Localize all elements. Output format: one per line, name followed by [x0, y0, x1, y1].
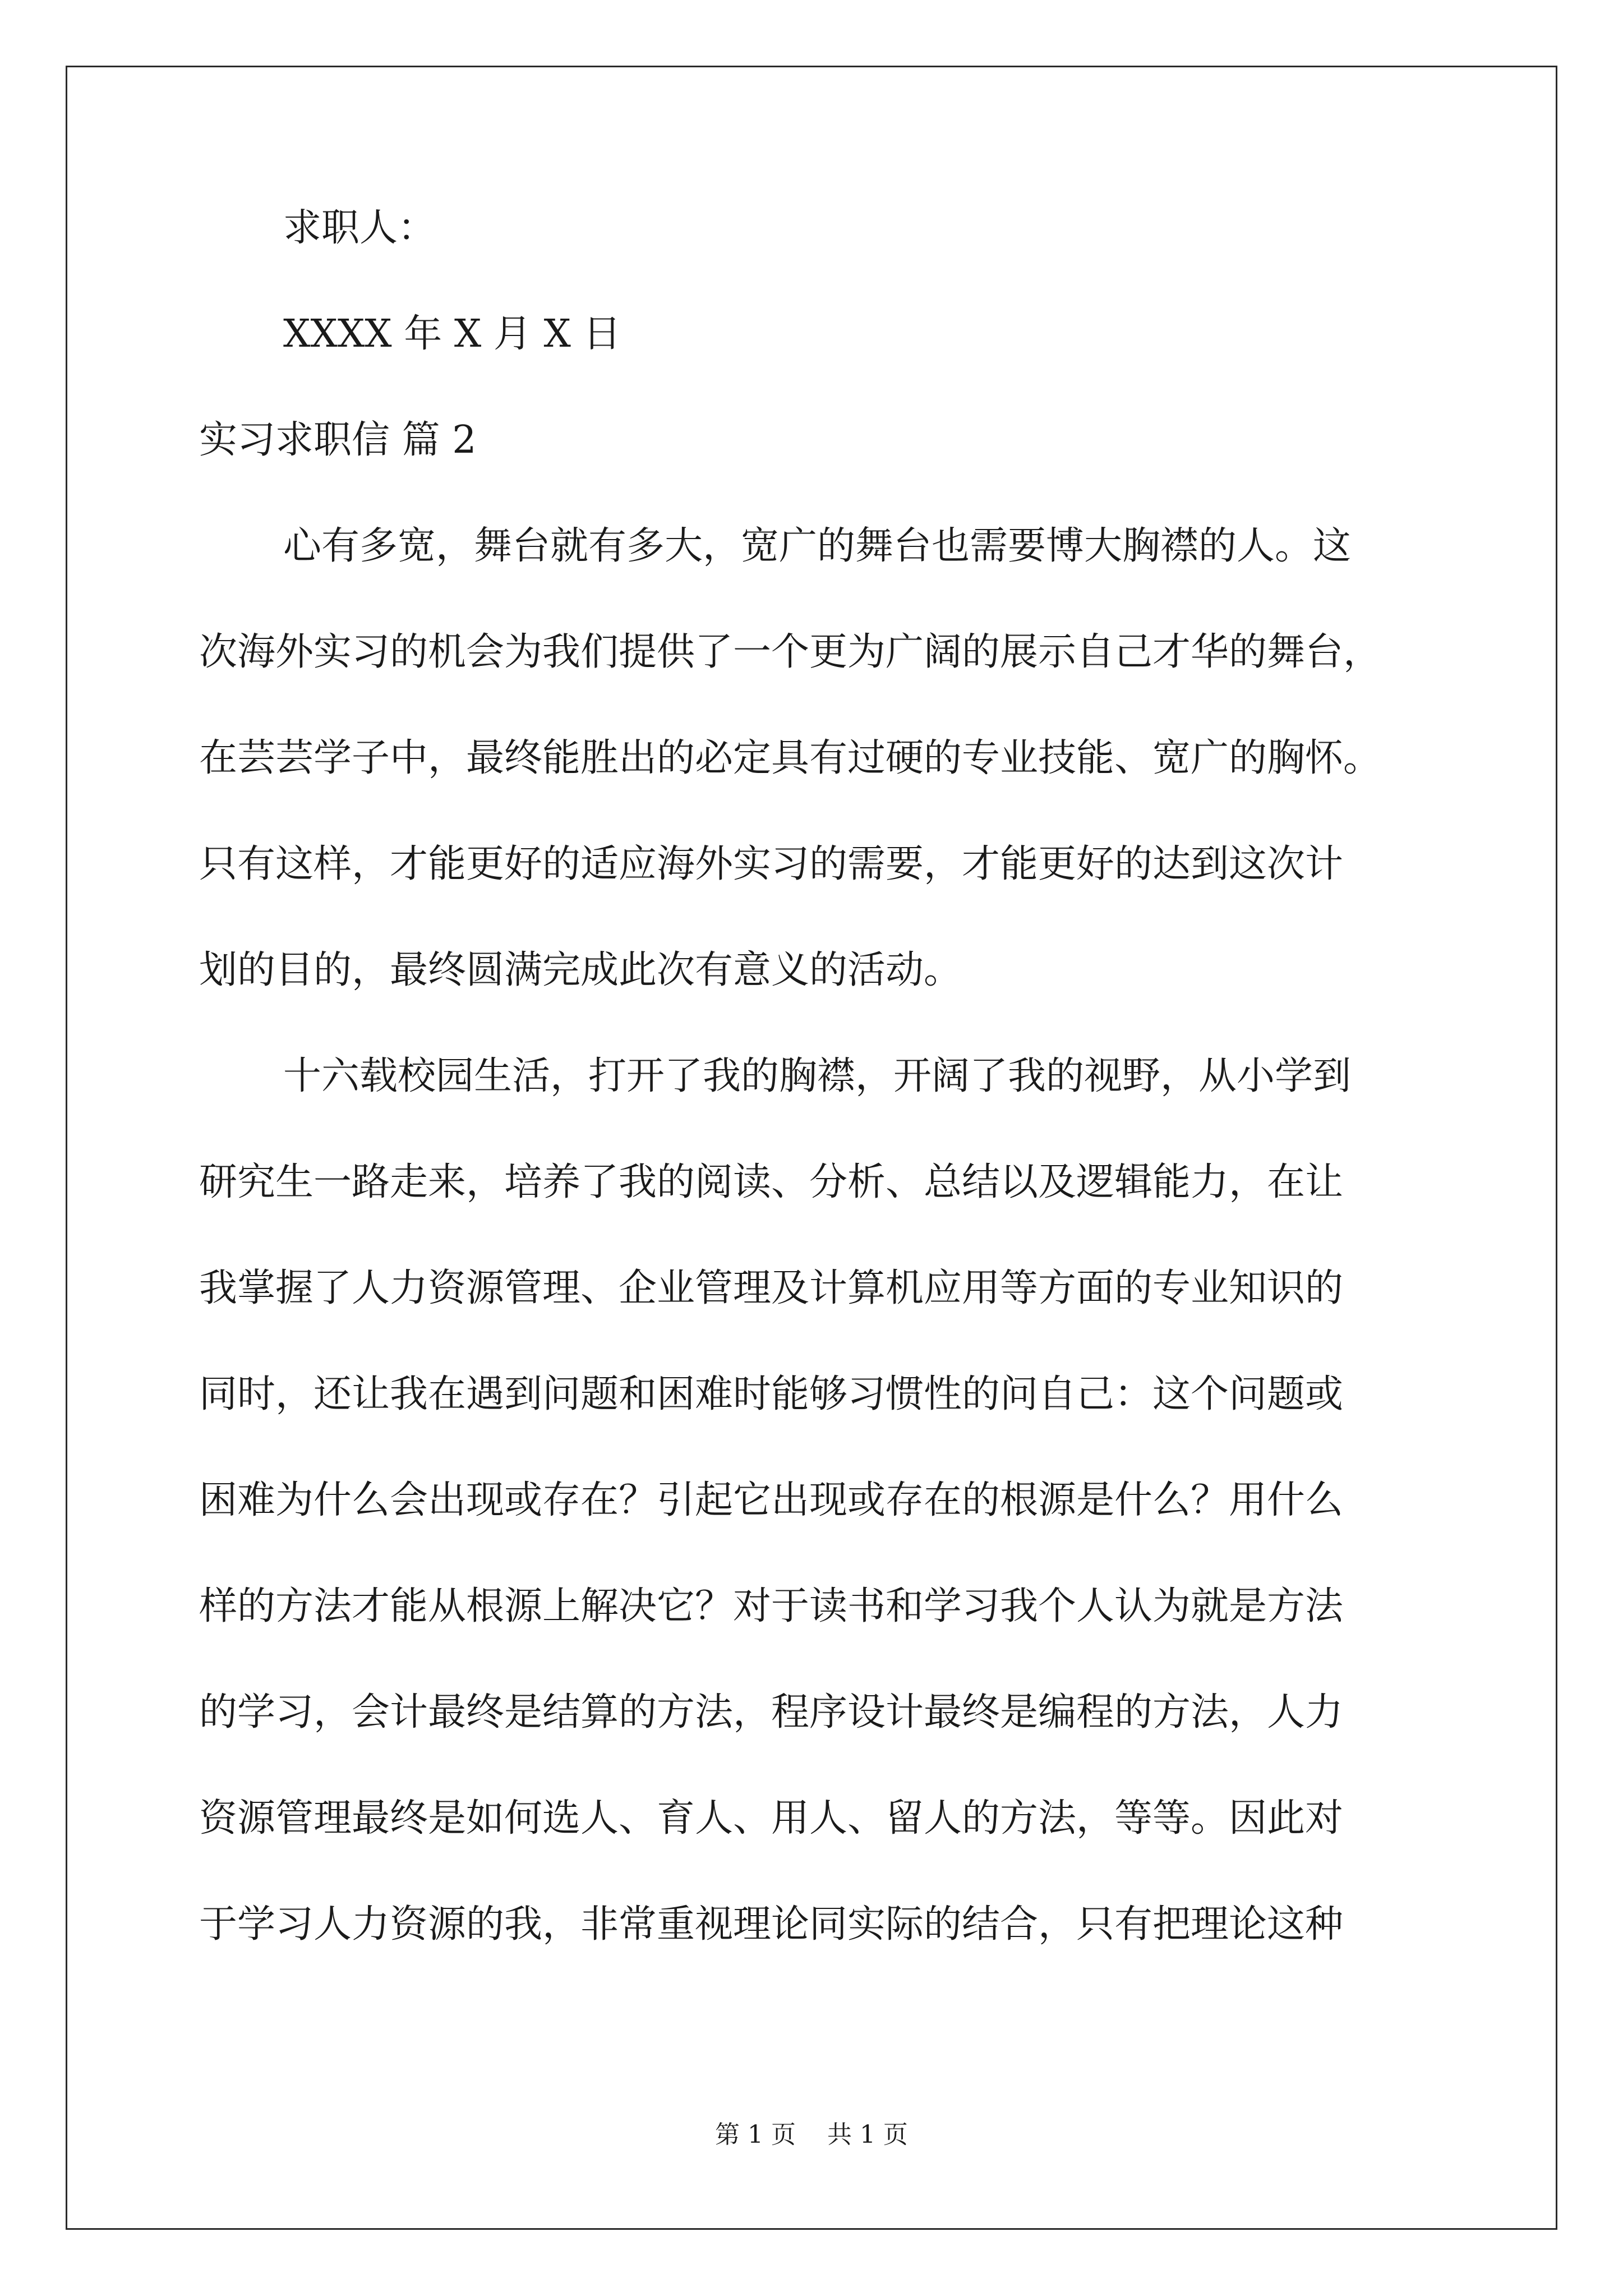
paragraph-1: [199, 517, 1433, 1000]
text-line: 在芸芸学子中，最终能胜出的必定具有过硬的专业技能、宽广的胸怀。: [199, 736, 1382, 780]
text-line: 十六载校园生活，打开了我的胸襟，开阔了我的视野，从小学到: [283, 1054, 1352, 1098]
text-line: 样的方法才能从根源上解决它？对于读书和学习我个人认为就是方法: [199, 1584, 1344, 1628]
text-line: 于学习人力资源的我，非常重视理论同实际的结合，只有把理论这种: [199, 1902, 1344, 1947]
text-line: 心有多宽，舞台就有多大，宽广的舞台也需要博大胸襟的人。这: [283, 524, 1352, 568]
section-heading: 实习求职信 篇 2: [199, 418, 477, 462]
text-line: 困难为什么会出现或存在？引起它出现或存在的根源是什么？用什么: [199, 1478, 1344, 1522]
paragraph-2: [199, 1047, 1433, 1954]
page-footer: 第 1 页 共 1 页: [715, 2120, 908, 2149]
letter-date: XXXX 年 X 月 X 日: [283, 312, 621, 356]
text-line: 同时，还让我在遇到问题和困难时能够习惯性的问自己：这个问题或: [199, 1372, 1344, 1416]
text-line: 只有这样，才能更好的适应海外实习的需要，才能更好的达到这次计: [199, 842, 1344, 886]
text-line: 我掌握了人力资源管理、企业管理及计算机应用等方面的专业知识的: [199, 1266, 1344, 1310]
text-line: 划的目的，最终圆满完成此次有意义的活动。: [199, 948, 962, 992]
text-line: 的学习，会计最终是结算的方法，程序设计最终是编程的方法，人力: [199, 1690, 1344, 1734]
text-line: 资源管理最终是如何选人、育人、用人、留人的方法，等等。因此对: [199, 1796, 1344, 1841]
text-line: 研究生一路走来，培养了我的阅读、分析、总结以及逻辑能力，在让: [199, 1160, 1344, 1204]
text-line: 次海外实习的机会为我们提供了一个更为广阔的展示自己才华的舞台，: [199, 630, 1382, 674]
document-body: [199, 199, 1433, 2001]
applicant-label: 求职人：: [283, 206, 436, 250]
